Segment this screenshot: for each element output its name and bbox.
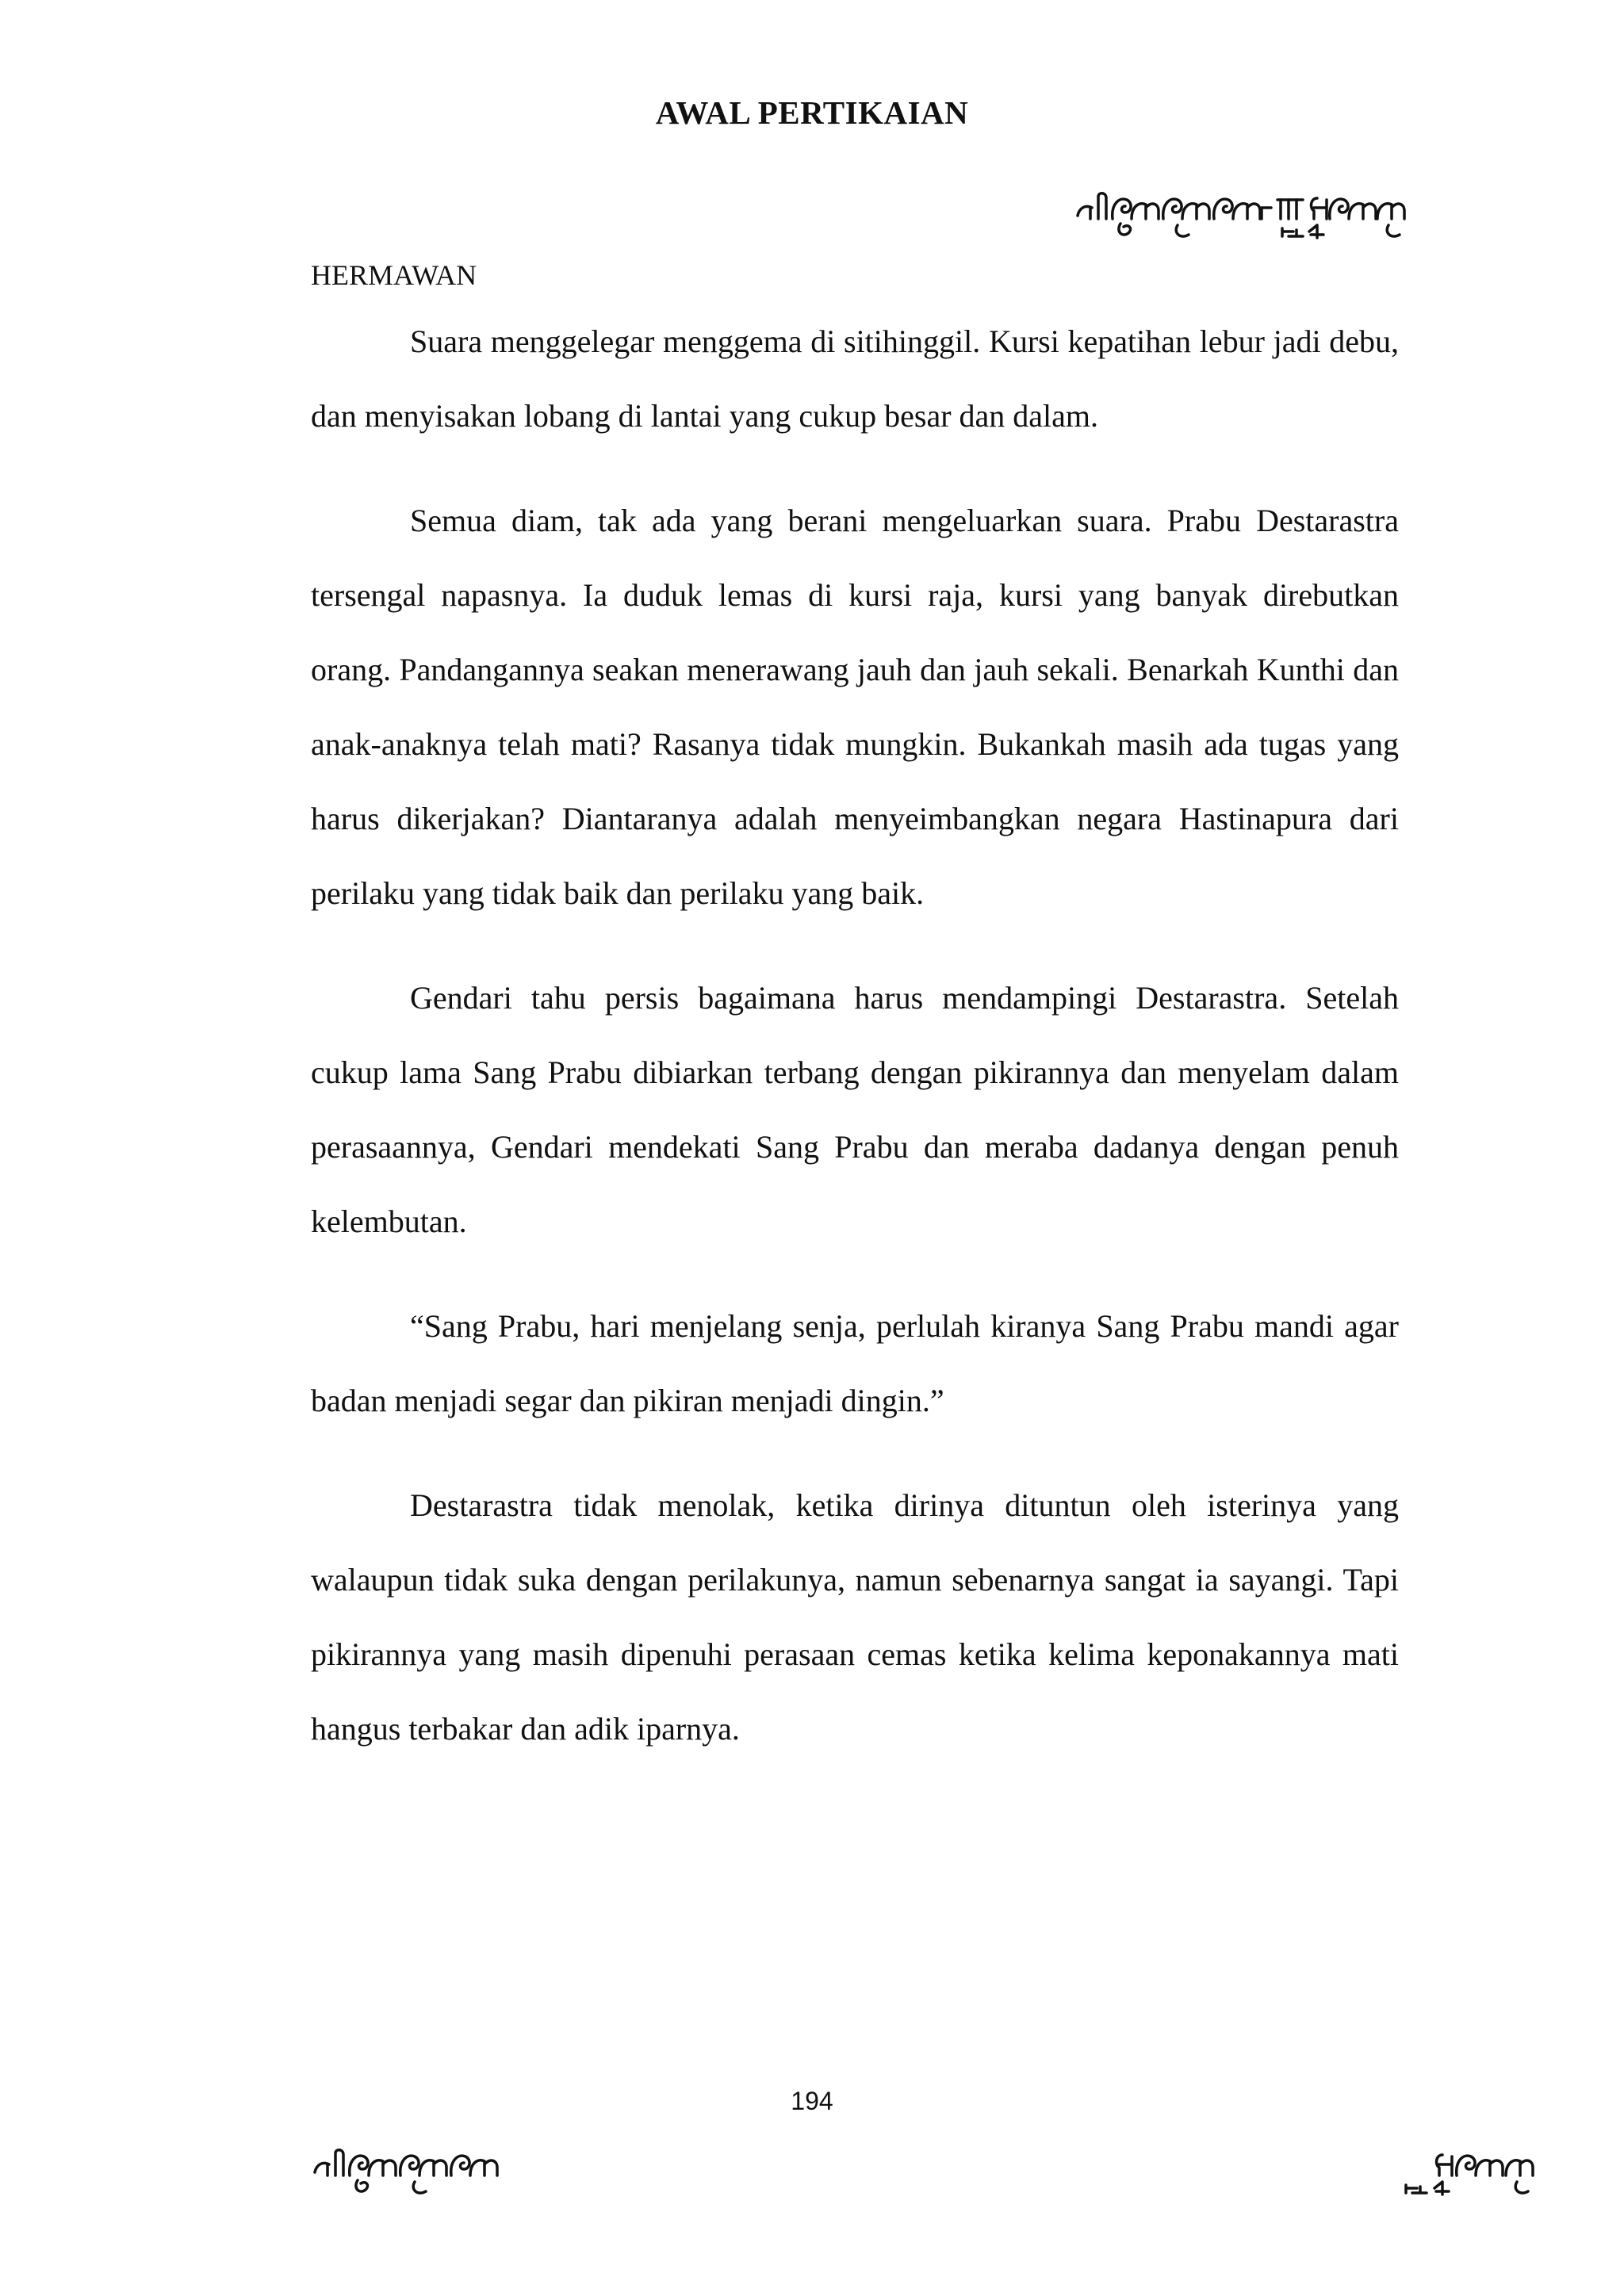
page-number: 194 (791, 2087, 833, 2115)
javanese-script-header-ornament (1074, 184, 1415, 260)
paragraph: “Sang Prabu, hari menjelang senja, perlulah kiranya Sang Prabu mandi agar badan menjadi segar dan pikiran menjadi dingin.” (311, 1308, 1399, 1418)
paragraph: Suara menggelegar menggema di sitihinggil. Kursi kepatihan lebur jadi debu, dan menyisakan lobang di lantai yang cukup besar dan dalam. (311, 323, 1399, 434)
page-title: AWAL PERTIKAIAN (655, 94, 969, 131)
javanese-script-footer-ornament-right (1400, 2141, 1558, 2212)
author-name: HERMAWAN (311, 259, 477, 291)
paragraph: Semua diam, tak ada yang berani mengeluarkan suara. Prabu Destarastra tersengal napasnya. Ia duduk lemas di kursi raja, kursi yang banyak direbutkan orang. Pandangannya seakan menerawang jauh dan jauh sekali. Benarkah Kunthi dan anak-anaknya telah mati? Rasanya tidak mungkin. Bukankah masih ada tugas yang harus dikerjakan? Diantaranya adalah menyeimbangkan negara Hastinapura dari perilaku yang tidak baik dan perilaku yang baik. (311, 503, 1399, 911)
javanese-script-footer-ornament-left (312, 2141, 502, 2212)
paragraph: Gendari tahu persis bagaimana harus mendampingi Destarastra. Setelah cukup lama Sang Prabu dibiarkan terbang dengan pikirannya dan menyelam dalam perasaannya, Gendari mendekati Sang Prabu dan meraba dadanya dengan penuh kelembutan. (311, 980, 1399, 1239)
paragraph: Destarastra tidak menolak, ketika dirinya dituntun oleh isterinya yang walaupun tidak suka dengan perilakunya, namun sebenarnya sangat ia sayangi. Tapi pikirannya yang masih dipenuhi perasaan cemas ketika kelima keponakannya mati hangus terbakar dan adik iparnya. (311, 1487, 1399, 1747)
story-body (311, 304, 1399, 1797)
